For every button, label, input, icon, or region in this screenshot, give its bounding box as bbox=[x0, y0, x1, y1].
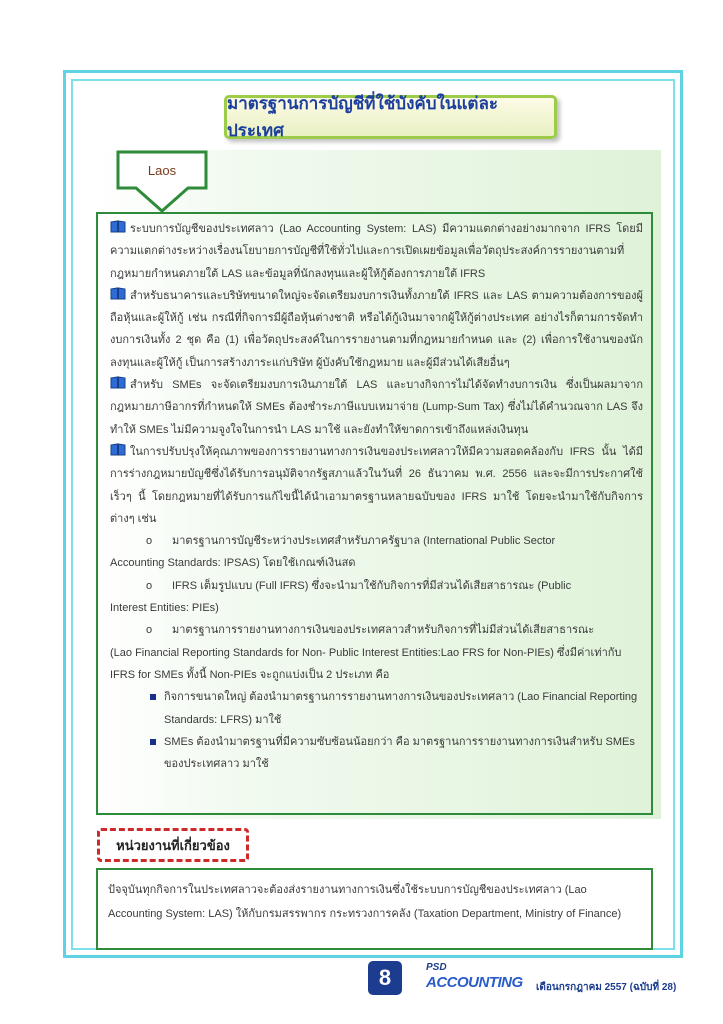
circle-bullet-icon: o bbox=[146, 624, 153, 637]
book-icon bbox=[110, 443, 126, 456]
sub-item bbox=[110, 530, 643, 575]
sub-item-continuation: Interest Entities: PIEs) bbox=[110, 602, 219, 615]
sub-item-continuation: Accounting Standards: IPSAS) โดยใช้เกณฑ์เงินสด bbox=[110, 557, 356, 570]
list-item-text: SMEs ต้องนำมาตรฐานที่มีความซับซ้อนน้อยกว่า คือ มาตรฐานการรายงานทางการเงินสำหรับ SMEs ของประเทศลาว มาใช้ bbox=[164, 735, 635, 771]
sub-item-text: มาตรฐานการบัญชีระหว่างประเทศสำหรับภาครัฐบาล (International Public Sector bbox=[172, 535, 556, 548]
circle-bullet-icon: o bbox=[146, 535, 153, 548]
list-item-text: กิจการขนาดใหญ่ ต้องนำมาตรฐานการรายงานทางการเงินของประเทศลาว (Lao Financial Reporting Standards: LFRS) มาใช้ bbox=[164, 691, 638, 726]
list-item bbox=[150, 731, 643, 776]
book-icon bbox=[110, 220, 126, 233]
country-label: Laos bbox=[147, 163, 177, 178]
sub-item bbox=[110, 619, 643, 686]
brand-logo: ACCOUNTING bbox=[426, 974, 523, 991]
sub-item bbox=[110, 575, 643, 620]
paragraph-2 bbox=[110, 285, 643, 374]
page-title: มาตรฐานการบัญชีที่ใช้บังคับในแต่ละประเทศ bbox=[227, 94, 499, 140]
circle-bullet-icon: o bbox=[146, 579, 153, 592]
sub-item-text: IFRS เต็มรูปแบบ (Full IFRS) ซึ่งจะนำมาใช้กับกิจการที่มีส่วนได้เสียสาธารณะ (Public bbox=[172, 579, 572, 592]
sub-item-continuation: (Lao Financial Reporting Standards for Non- Public Interest Entities:Lao FRS for Non-PIEs) ซึ่งมีค่าเท่ากับ IFRS for SMEs ทั้งนี้ Non-PIEs จะถูกแบ่งเป็น 2 ประเภท คือ bbox=[110, 646, 622, 681]
paragraph-text: สำหรับ SMEs จะจัดเตรียมงบการเงินภายใต้ LAS และบางกิจการไม่ได้จัดทำงบการเงิน ซึ่งเป็นผลมาจากกฎหมายภาษีอากรที่กำหนดให้ SMEs ต้องชำระภาษีแบบเหมาจ่าย (Lump-Sum Tax) ซึ่งไม่ได้คำนวณจาก LAS จึงทำให้ SMEs ไม่มีความจูงใจในการนำ LAS มาใช้ และยังทำให้ขาดการเข้าถึงแหล่งเงินทุน bbox=[110, 379, 643, 436]
agency-heading-tag bbox=[97, 828, 249, 862]
sub-item-text: มาตรฐานการรายงานทางการเงินของประเทศลาวสำหรับกิจการที่ไม่มีส่วนได้เสียสาธารณะ bbox=[172, 624, 595, 637]
paragraph-text: สำหรับธนาคารและบริษัทขนาดใหญ่จะจัดเตรียมงบการเงินทั้งภายใต้ IFRS และ LAS ตามความต้องการของผู้ถือหุ้นและผู้ให้กู้ เช่น กรณีที่กิจการมีผู้ถือหุ้นต่างชาติ หรือได้กู้เงินมาจากผู้ให้กู้ต่างประเทศ อย่างไรก็ตามการจัดทำงบการเงินทั้ง 2 ชุด คือ (1) เพื่อวัตถุประสงค์ในการรายงานตามที่กฎหมายกำหนด และ (2) เพื่อการใช้งานของนักลงทุนและผู้ให้กู้ เป็นการสร้างภาระแก่บริษัท ผู้บังคับใช้กฎหมาย และผู้มีส่วนได้เสียอื่นๆ bbox=[110, 289, 643, 369]
list-item bbox=[150, 686, 643, 731]
paragraph-3 bbox=[110, 374, 643, 441]
down-arrow-shape bbox=[116, 150, 208, 213]
agency-text: ปัจจุบันทุกกิจการในประเทศลาวจะต้องส่งรายงานทางการเงินซึ่งใช้ระบบการบัญชีของประเทศลาว (Lao Accounting System: LAS) ให้กับกรมสรรพากร กระทรวงการคลัง (Taxation Department, Ministry of Finance) bbox=[108, 884, 622, 920]
paragraph-text: ระบบการบัญชีของประเทศลาว (Lao Accounting System: LAS) มีความแตกต่างอย่างมากจาก IFRS โดยมีความแตกต่างระหว่างเรื่องนโยบายการบัญชีที่ใช้ทั่วไปและการเปิดเผยข้อมูลเพื่อวัตถุประสงค์การรายงานตามที่กฎหมายกำหนดภายใต้ LAS และข้อมูลที่นักลงทุนและผู้ให้กู้ต้องการภายใต้ IFRS bbox=[110, 223, 643, 280]
laos-content-box bbox=[96, 212, 653, 815]
agency-heading: หน่วยงานที่เกี่ยวข้อง bbox=[116, 837, 230, 853]
square-bullet-icon bbox=[150, 694, 156, 700]
square-bullet-icon bbox=[150, 739, 156, 745]
page-number: 8 bbox=[368, 961, 402, 995]
country-arrow-tag bbox=[116, 150, 208, 213]
paragraph-4 bbox=[110, 441, 643, 530]
book-icon bbox=[110, 376, 126, 389]
paragraph-1 bbox=[110, 218, 643, 285]
non-pie-type-list bbox=[110, 686, 643, 775]
paragraph-text: ในการปรับปรุงให้คุณภาพของการรายงานทางการเงินของประเทศลาวให้มีความสอดคล้องกับ IFRS นั้น ได้มีการร่างกฎหมายบัญชีซึ่งได้รับการอนุมัติจากรัฐสภาแล้วในวันที่ 26 ธันวาคม พ.ศ. 2556 และจะมีการประกาศใช้เร็วๆ นี้ โดยกฎหมายที่ได้รับการแก้ไขนี้ได้นำเอามาตรฐานหลายฉบับของ IFRS มาใช้ โดยจะนำมาใช้กับกิจการต่างๆ เช่น bbox=[110, 445, 643, 525]
agency-content-box bbox=[96, 868, 653, 950]
issue-date: เดือนกรกฎาคม 2557 (ฉบับที่ 28) bbox=[536, 982, 677, 993]
brand-prefix: PSD bbox=[426, 962, 447, 973]
title-banner bbox=[224, 95, 557, 139]
book-icon bbox=[110, 287, 126, 300]
